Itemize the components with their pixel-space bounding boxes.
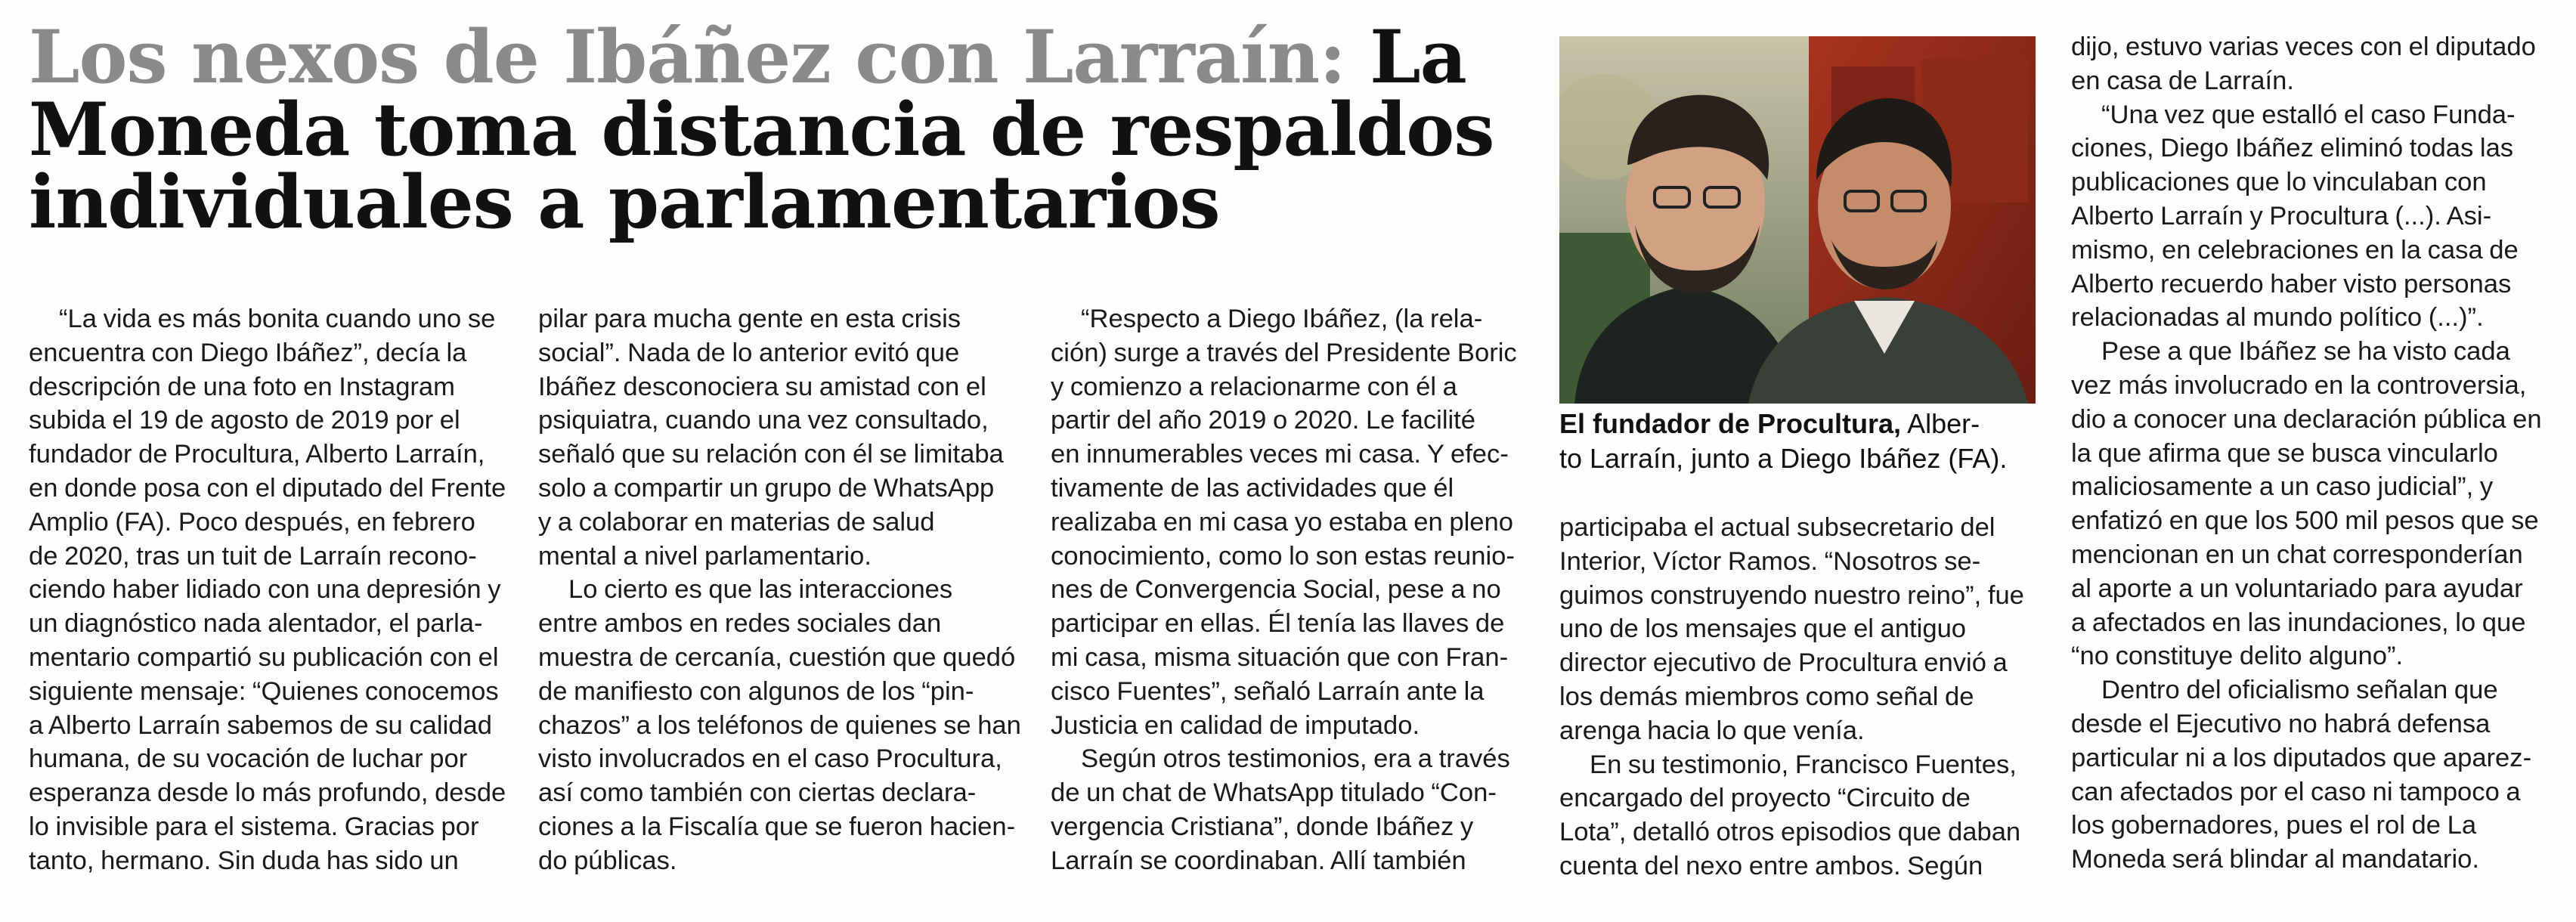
text-line: tanto, hermano. Sin duda has sido un <box>29 846 459 875</box>
text-line: realizaba en mi casa yo estaba en pleno <box>1051 507 1513 537</box>
text-line: descripción de una foto en Instagram <box>29 372 455 401</box>
text-line: cisco Fuentes”, señaló Larraín ante la <box>1051 676 1485 706</box>
text-line: ciones a la Fiscalía que se fueron hacien- <box>538 812 1016 841</box>
text-line: “La vida es más bonita cuando uno se <box>59 305 496 333</box>
article-column-5 <box>2071 30 2570 877</box>
text-line: subida el 19 de agosto de 2019 por el <box>29 406 460 435</box>
text-line: un diagnóstico nada alentador, el parla- <box>29 609 483 639</box>
text-line: Pese a que Ibáñez se ha visto cada <box>2101 337 2510 367</box>
text-line: can afectados por el caso ni tampoco a <box>2071 777 2521 806</box>
article-photo <box>1559 36 2036 404</box>
text-line: así como también con ciertas declara- <box>538 778 977 808</box>
text-line: vergencia Cristiana”, donde Ibáñez y <box>1051 812 1474 841</box>
text-line: muestra de cercanía, cuestión que quedó <box>538 642 1016 672</box>
text-line: mi casa, misma situación que con Fran- <box>1051 642 1509 672</box>
text-line: Ibáñez desconociera su amistad con el <box>538 372 986 401</box>
text-line: Alberto recuerdo haber visto personas <box>2071 269 2512 299</box>
text-line: los demás miembros como señal de <box>1559 682 1974 711</box>
text-line: y comienzo a relacionarme con él a <box>1051 372 1457 401</box>
text-line: encuentra con Diego Ibáñez”, decía la <box>29 338 467 367</box>
text-line: mismo, en celebraciones en la casa de <box>2071 235 2519 265</box>
text-line: En su testimonio, Francisco Fuentes, <box>1590 750 2017 779</box>
text-line: do públicas. <box>538 846 677 875</box>
text-line: mental a nivel parlamentario. <box>538 541 872 571</box>
text-line: participaba el actual subsecretario del <box>1559 513 1995 542</box>
photo-caption <box>1559 407 2043 476</box>
text-line: desde el Ejecutivo no habrá defensa <box>2071 709 2491 738</box>
text-line: ciendo haber lidiado con una depresión y <box>29 575 501 605</box>
text-line: de 2020, tras un tuit de Larraín recono- <box>29 541 477 571</box>
text-line: en casa de Larraín. <box>2071 66 2294 95</box>
text-line: Alberto Larraín y Procultura (...). Asi- <box>2071 201 2492 230</box>
text-line: dio a conocer una declaración pública en <box>2071 404 2542 434</box>
text-line: relacionadas al mundo político (...)”. <box>2071 303 2484 333</box>
text-line: esperanza desde lo más profundo, desde <box>29 778 506 808</box>
text-line: encargado del proyecto “Circuito de <box>1559 784 1971 813</box>
text-line: maliciosamente a un caso judicial”, y <box>2071 472 2494 502</box>
text-line: partir del año 2019 o 2020. Le facilité <box>1051 406 1476 435</box>
text-line: solo a compartir un grupo de WhatsApp <box>538 473 995 503</box>
text-line: conocimiento, como lo son estas reunio- <box>1051 541 1515 571</box>
caption-line-1-rest: Alber- <box>1907 408 1980 439</box>
text-line: arenga hacia lo que venía. <box>1559 716 1865 745</box>
text-line: fundador de Procultura, Alberto Larraín, <box>29 440 485 469</box>
article-column-2 <box>538 302 1022 878</box>
headline-black-part-1: La <box>1370 14 1466 100</box>
text-line: Según otros testimonios, era a través <box>1081 744 1510 774</box>
photo-two-men-portrait <box>1559 36 2036 404</box>
caption-line-1 <box>1559 407 2043 441</box>
text-line: mencionan en un chat corresponderían <box>2071 540 2523 569</box>
text-line: “no constituye delito alguno”. <box>2071 642 2404 671</box>
text-line: chazos” a los teléfonos de quienes se han <box>538 710 1021 740</box>
text-line: participar en ellas. Él tenía las llaves de <box>1051 609 1505 639</box>
article-column-1 <box>29 302 512 878</box>
caption-bold: El fundador de Procultura, <box>1559 408 1902 439</box>
text-line: ciones, Diego Ibáñez eliminó todas las <box>2071 134 2514 163</box>
text-line: “Una vez que estalló el caso Funda- <box>2101 100 2516 129</box>
text-line: cuenta del nexo entre ambos. Según <box>1559 851 1983 880</box>
text-line: Lota”, detalló otros episodios que daban <box>1559 818 2021 847</box>
text-line: Moneda será blindar al mandatario. <box>2071 845 2479 874</box>
text-line: y a colaborar en materias de salud <box>538 507 935 537</box>
text-line: a Alberto Larraín sabemos de su calidad <box>29 710 492 740</box>
text-line: vez más involucrado en la controversia, <box>2071 370 2527 400</box>
text-line: tivamente de las actividades que él <box>1051 473 1454 503</box>
text-line: siguiente mensaje: “Quienes conocemos <box>29 676 499 706</box>
text-line: los gobernadores, pues el rol de La <box>2071 811 2477 840</box>
text-line: uno de los mensajes que el antiguo <box>1559 614 1967 644</box>
text-line: director ejecutivo de Procultura envió a <box>1559 648 2008 678</box>
text-line: Larraín se coordinaban. Allí también <box>1051 846 1466 875</box>
text-line: “Respecto a Diego Ibáñez, (la rela- <box>1081 305 1483 333</box>
article-column-4 <box>1559 511 2043 883</box>
text-line: Lo cierto es que las interacciones <box>568 575 953 605</box>
text-line: Interior, Víctor Ramos. “Nosotros se- <box>1559 546 1981 576</box>
text-line: lo invisible para el sistema. Gracias por <box>29 812 479 841</box>
text-line: entre ambos en redes sociales dan <box>538 609 942 639</box>
text-line: particular ni a los diputados que aparez- <box>2071 743 2532 772</box>
text-line: Amplio (FA). Poco después, en febrero <box>29 507 475 537</box>
text-line: ción) surge a través del Presidente Boric <box>1051 338 1517 367</box>
text-line: de un chat de WhatsApp titulado “Con- <box>1051 778 1497 808</box>
text-line: Dentro del oficialismo señalan que <box>2101 676 2498 705</box>
text-line: psiquiatra, cuando una vez consultado, <box>538 406 989 435</box>
text-line: a afectados en las inundaciones, lo que <box>2071 608 2526 637</box>
text-line: en innumerables veces mi casa. Y efec- <box>1051 440 1509 469</box>
text-line: dijo, estuvo varias veces con el diputado <box>2071 32 2536 61</box>
caption-line-2: to Larraín, junto a Diego Ibáñez (FA). <box>1559 443 2008 474</box>
text-line: de manifiesto con algunos de los “pin- <box>538 676 974 706</box>
headline-black-part-3: individuales a parlamentarios <box>29 159 1220 245</box>
text-line: en donde posa con el diputado del Frente <box>29 473 506 503</box>
headline-gray-part: Los nexos de Ibáñez con Larraín: <box>29 14 1345 100</box>
text-line: mentario compartió su publicación con el <box>29 642 499 672</box>
text-line: visto involucrados en el caso Procultura, <box>538 744 1002 774</box>
text-line: social”. Nada de lo anterior evitó que <box>538 338 960 367</box>
text-line: nes de Convergencia Social, pese a no <box>1051 575 1501 605</box>
article-headline <box>29 14 1540 245</box>
text-line: guimos construyendo nuestro reino”, fue <box>1559 580 2024 610</box>
article-column-3 <box>1051 302 1534 878</box>
text-line: enfatizó en que los 500 mil pesos que se <box>2071 506 2539 536</box>
text-line: la que afirma que se busca vincularlo <box>2071 438 2498 468</box>
text-line: señaló que su relación con él se limitaba <box>538 440 1004 469</box>
text-line: publicaciones que lo vinculaban con <box>2071 168 2487 197</box>
text-line: Justicia en calidad de imputado. <box>1051 710 1420 740</box>
text-line: humana, de su vocación de luchar por <box>29 744 468 774</box>
headline-black-part-2: Moneda toma distancia de respaldos <box>29 87 1494 172</box>
text-line: al aporte a un voluntariado para ayudar <box>2071 574 2523 603</box>
text-line: pilar para mucha gente en esta crisis <box>538 305 961 333</box>
